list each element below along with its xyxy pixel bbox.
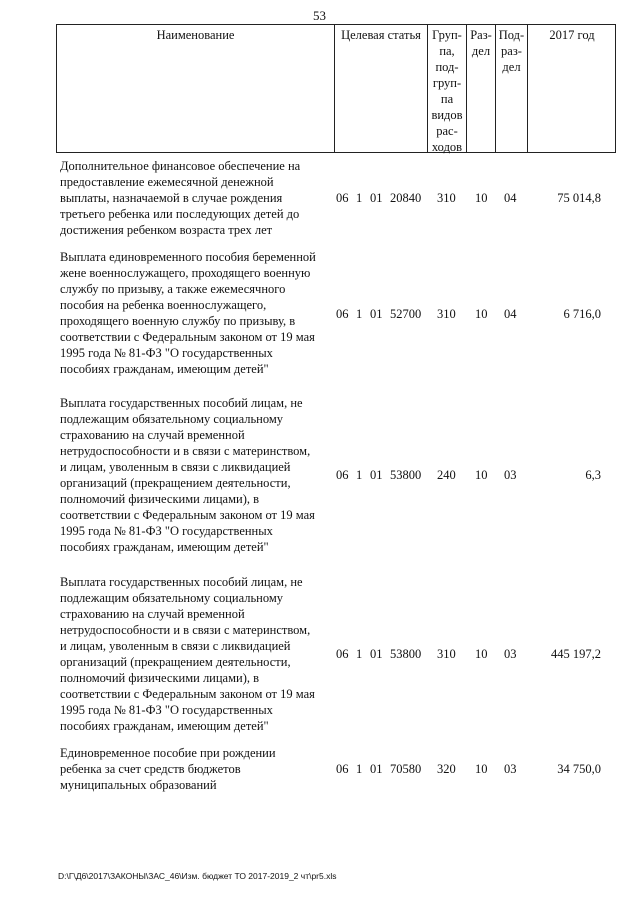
subsection-value: 04 [504, 307, 517, 321]
header-name: Наименование [156, 28, 235, 42]
target-article-program: 06 [336, 307, 349, 321]
target-article-code: 52700 [390, 307, 422, 321]
target-article-subprogram: 1 [356, 647, 363, 661]
target-article-code: 53800 [390, 468, 422, 482]
section-value: 10 [475, 468, 488, 482]
subsection-value: 03 [504, 762, 517, 776]
amount-value: 75 014,8 [557, 191, 601, 205]
table-row [0, 249, 639, 379]
section-value: 10 [475, 191, 488, 205]
row-name: Выплата государственных пособий лицам, не подлежащим обязательному социальному страхованию на случай временной нетрудоспособности и в связи с материнством, и лицам, уволенным в связи с ликвидацией организаций (прекращением деятельности, полномочий физическими лицами), в соответствии с Федеральным законом от 19 мая 1995 года № 81-ФЗ "О государственных пособиях гражданам, имеющим детей" [60, 575, 315, 733]
target-article-subprogram: 1 [356, 307, 363, 321]
target-article-subprogram: 1 [356, 468, 363, 482]
expense-group-value: 310 [437, 647, 456, 661]
target-article-program: 06 [336, 468, 349, 482]
expense-group-value: 310 [437, 307, 456, 321]
expense-group-value: 240 [437, 468, 456, 482]
target-article-event: 01 [370, 647, 383, 661]
subsection-value: 04 [504, 191, 517, 205]
subsection-value: 03 [504, 647, 517, 661]
target-article-event: 01 [370, 307, 383, 321]
target-article-event: 01 [370, 468, 383, 482]
header-year: 2017 год [549, 28, 595, 42]
target-article-code: 70580 [390, 762, 422, 776]
header-expense-group: Груп- па, под- груп- па видов рас- ходов [431, 28, 463, 154]
header-subsection: Под- раз- дел [498, 28, 525, 74]
page-number: 53 [313, 8, 326, 23]
row-name: Дополнительное финансовое обеспечение на предоставление ежемесячной денежной выплаты, назначаемой в случае рождения третьего ребенка или последующих детей до достижения ребенком возраста трех лет [60, 159, 301, 237]
table-row [0, 574, 639, 734]
target-article-program: 06 [336, 647, 349, 661]
header-target-article: Целевая статья [341, 28, 421, 42]
section-value: 10 [475, 647, 488, 661]
header-section: Раз- дел [470, 28, 492, 58]
target-article-event: 01 [370, 191, 383, 205]
amount-value: 34 750,0 [557, 762, 601, 776]
expense-group-value: 310 [437, 191, 456, 205]
section-value: 10 [475, 307, 488, 321]
row-name: Выплата единовременного пособия беременной жене военнослужащего, проходящего военную службу по призыву, а также ежемесячного пособия на ребенка военнослужащего, проходящего военную службу по призыву, в соответствии с Федеральным законом от 19 мая 1995 года № 81-ФЗ "О государственных пособиях гражданам, имеющим детей" [60, 250, 316, 376]
column-divider [334, 24, 335, 153]
section-value: 10 [475, 762, 488, 776]
row-name: Выплата государственных пособий лицам, не подлежащим обязательному социальному страхованию на случай временной нетрудоспособности и в связи с материнством, и лицам, уволенным в связи с ликвидацией организаций (прекращением деятельности, полномочий физическими лицами), в соответствии с Федеральным законом от 19 мая 1995 года № 81-ФЗ "О государственных пособиях гражданам, имеющим детей" [60, 396, 315, 554]
expense-group-value: 320 [437, 762, 456, 776]
subsection-value: 03 [504, 468, 517, 482]
column-divider [527, 24, 528, 153]
amount-value: 6,3 [585, 468, 601, 482]
amount-value: 445 197,2 [551, 647, 601, 661]
row-name: Единовременное пособие при рождении ребенка за счет средств бюджетов муниципальных образований [60, 746, 276, 792]
table-header [56, 24, 616, 153]
table-row [0, 745, 639, 795]
target-article-program: 06 [336, 762, 349, 776]
target-article-code: 20840 [390, 191, 422, 205]
table-row [0, 395, 639, 555]
target-article-code: 53800 [390, 647, 422, 661]
target-article-subprogram: 1 [356, 191, 363, 205]
target-article-event: 01 [370, 762, 383, 776]
table-row [0, 158, 639, 238]
target-article-program: 06 [336, 191, 349, 205]
amount-value: 6 716,0 [563, 307, 601, 321]
target-article-subprogram: 1 [356, 762, 363, 776]
file-path-footer: D:\Г\Д6\2017\ЗАКОНЫ\ЗАС_46\Изм. бюджет ТО 2017-2019_2 чт\pr5.xls [58, 871, 337, 881]
